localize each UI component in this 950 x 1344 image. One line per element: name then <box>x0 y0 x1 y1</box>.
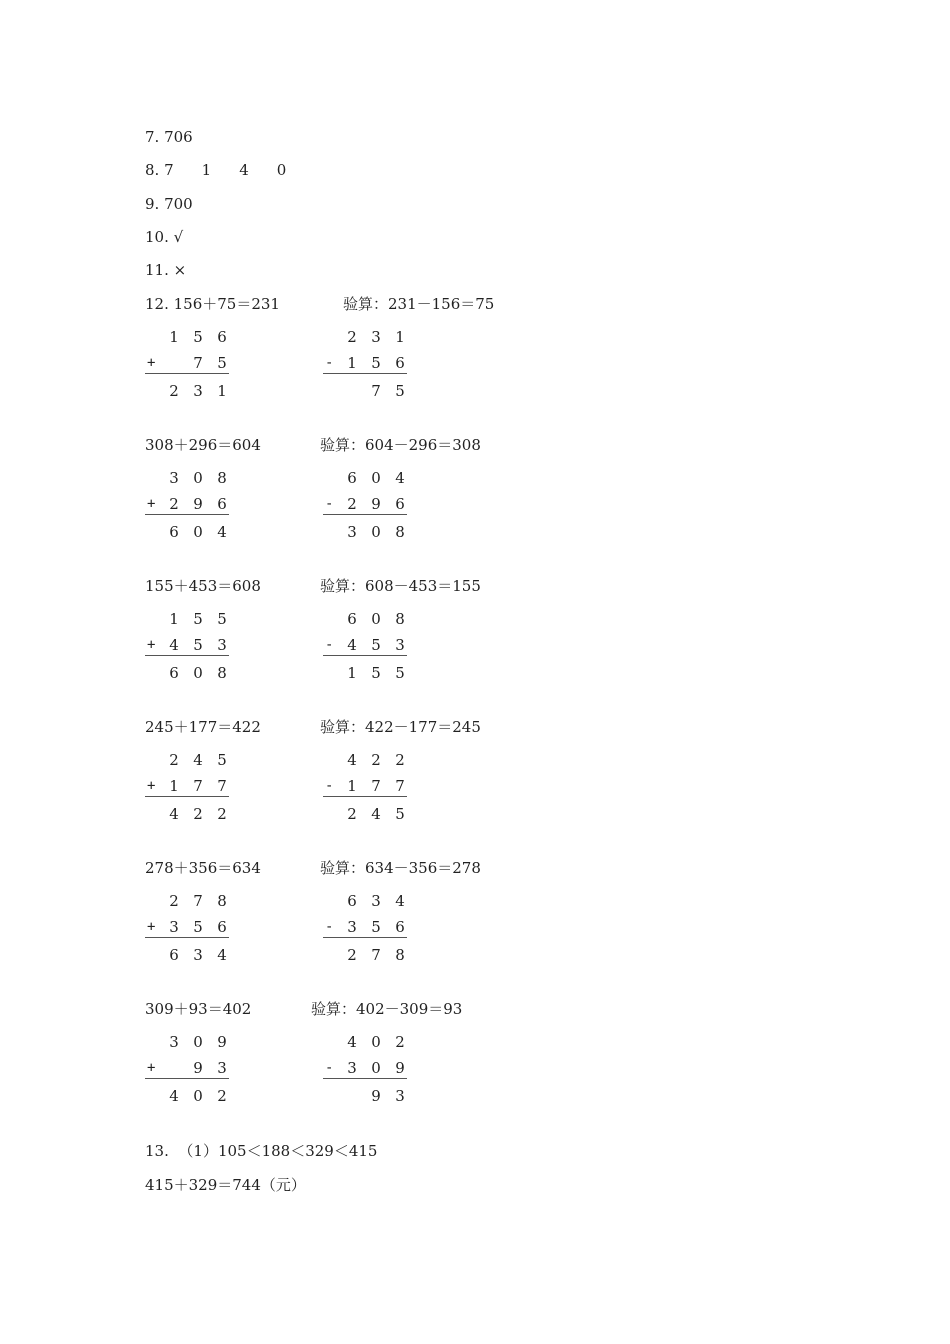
equation: 12. 156＋75＝231 <box>145 295 280 313</box>
operand-row <box>145 750 229 770</box>
digit: 1 <box>169 777 179 795</box>
digit: 3 <box>371 328 381 346</box>
digit: 9 <box>193 1059 203 1077</box>
digit: 5 <box>371 354 381 372</box>
digit: 5 <box>217 354 227 372</box>
operator-sign: - <box>325 496 334 512</box>
digit: 4 <box>347 636 357 654</box>
vertical-subtraction <box>323 888 407 978</box>
operand-row <box>145 1032 229 1052</box>
digit: 5 <box>371 636 381 654</box>
digit: 3 <box>169 1033 179 1051</box>
operand-row <box>145 327 229 347</box>
digit: 2 <box>169 382 179 400</box>
digit: 3 <box>347 918 357 936</box>
digit: 4 <box>347 751 357 769</box>
digit: 3 <box>395 1087 405 1105</box>
digit: 2 <box>347 946 357 964</box>
digit: 2 <box>217 1087 227 1105</box>
digit: 2 <box>193 805 203 823</box>
digit: 7 <box>217 777 227 795</box>
sum-line <box>145 937 229 938</box>
digit: 1 <box>395 328 405 346</box>
digit: 2 <box>217 805 227 823</box>
digit: 6 <box>347 892 357 910</box>
digit: 7 <box>371 382 381 400</box>
operand-row <box>323 1032 407 1052</box>
digit: 8 <box>217 664 227 682</box>
digit: 5 <box>193 636 203 654</box>
answer-13: 13. （1）105＜188＜329＜415 <box>145 1142 378 1160</box>
operand-row <box>145 1058 229 1078</box>
operator-sign: + <box>147 778 156 794</box>
digit: 0 <box>371 523 381 541</box>
result-row <box>323 381 407 401</box>
digit: 1 <box>347 777 357 795</box>
operand-row <box>323 917 407 937</box>
operator-sign: - <box>325 919 334 935</box>
operand-row <box>323 891 407 911</box>
digit: 4 <box>395 892 405 910</box>
digit: 1 <box>347 354 357 372</box>
digit: 7 <box>371 777 381 795</box>
digit: 4 <box>169 805 179 823</box>
check-equation: 验算：402－309＝93 <box>311 1000 463 1018</box>
digit: 6 <box>347 469 357 487</box>
check-equation: 验算：422－177＝245 <box>320 718 481 736</box>
digit: 1 <box>217 382 227 400</box>
sum-line <box>145 655 229 656</box>
operand-row <box>145 891 229 911</box>
digit: 5 <box>395 664 405 682</box>
digit: 6 <box>347 610 357 628</box>
digit: 5 <box>217 751 227 769</box>
equation: 245＋177＝422 <box>145 718 261 736</box>
sum-line <box>323 937 407 938</box>
digit: 3 <box>347 523 357 541</box>
vertical-subtraction <box>323 606 407 696</box>
digit: 9 <box>395 1059 405 1077</box>
result-row <box>145 1086 229 1106</box>
digit: 6 <box>217 918 227 936</box>
digit: 2 <box>395 1033 405 1051</box>
operand-row <box>323 635 407 655</box>
digit: 8 <box>395 946 405 964</box>
digit: 1 <box>347 664 357 682</box>
digit: 5 <box>193 610 203 628</box>
operand-row <box>323 750 407 770</box>
digit: 3 <box>347 1059 357 1077</box>
operand-row <box>323 468 407 488</box>
digit: 2 <box>169 495 179 513</box>
result-row <box>323 804 407 824</box>
answer-9: 9. 700 <box>145 195 193 213</box>
answer-8: 8. 7 1 4 0 <box>145 161 287 179</box>
result-row <box>323 1086 407 1106</box>
operand-row <box>323 327 407 347</box>
vertical-subtraction <box>323 324 407 414</box>
vertical-addition <box>145 747 229 837</box>
operand-row <box>323 353 407 373</box>
result-row <box>145 804 229 824</box>
result-row <box>145 945 229 965</box>
operand-row <box>323 494 407 514</box>
digit: 4 <box>217 523 227 541</box>
digit: 7 <box>395 777 405 795</box>
digit: 9 <box>217 1033 227 1051</box>
digit: 2 <box>169 751 179 769</box>
answer-13-line2: 415＋329＝744（元） <box>145 1176 306 1194</box>
operator-sign: - <box>325 778 334 794</box>
sum-line <box>145 373 229 374</box>
result-row <box>145 663 229 683</box>
operand-row <box>145 635 229 655</box>
operator-sign: + <box>147 919 156 935</box>
sum-line <box>323 796 407 797</box>
digit: 0 <box>193 469 203 487</box>
sum-line <box>323 655 407 656</box>
digit: 8 <box>395 523 405 541</box>
digit: 3 <box>193 382 203 400</box>
operator-sign: + <box>147 1060 156 1076</box>
digit: 0 <box>193 664 203 682</box>
digit: 6 <box>169 523 179 541</box>
digit: 5 <box>217 610 227 628</box>
digit: 5 <box>395 382 405 400</box>
digit: 6 <box>169 946 179 964</box>
operator-sign: - <box>325 1060 334 1076</box>
equation: 308＋296＝604 <box>145 436 261 454</box>
digit: 4 <box>169 1087 179 1105</box>
digit: 2 <box>169 892 179 910</box>
operator-sign: - <box>325 637 334 653</box>
digit: 9 <box>371 1087 381 1105</box>
digit: 3 <box>395 636 405 654</box>
digit: 1 <box>169 610 179 628</box>
sum-line <box>323 514 407 515</box>
digit: 2 <box>347 805 357 823</box>
sum-line <box>145 514 229 515</box>
digit: 3 <box>217 636 227 654</box>
equation: 278＋356＝634 <box>145 859 261 877</box>
operator-sign: - <box>325 355 334 371</box>
digit: 3 <box>371 892 381 910</box>
check-equation: 验算：608－453＝155 <box>320 577 481 595</box>
answer-11: 11. × <box>145 261 187 279</box>
vertical-subtraction <box>323 1029 407 1119</box>
operand-row <box>145 609 229 629</box>
digit: 7 <box>193 777 203 795</box>
digit: 3 <box>217 1059 227 1077</box>
digit: 9 <box>193 495 203 513</box>
digit: 2 <box>347 495 357 513</box>
digit: 6 <box>395 495 405 513</box>
digit: 5 <box>193 328 203 346</box>
digit: 9 <box>371 495 381 513</box>
digit: 4 <box>395 469 405 487</box>
vertical-subtraction <box>323 747 407 837</box>
vertical-addition <box>145 888 229 978</box>
digit: 7 <box>193 892 203 910</box>
operand-row <box>145 353 229 373</box>
digit: 2 <box>347 328 357 346</box>
digit: 5 <box>371 918 381 936</box>
operand-row <box>323 1058 407 1078</box>
digit: 0 <box>193 1033 203 1051</box>
digit: 6 <box>395 918 405 936</box>
digit: 8 <box>217 469 227 487</box>
digit: 4 <box>347 1033 357 1051</box>
result-row <box>323 663 407 683</box>
result-row <box>323 945 407 965</box>
digit: 5 <box>395 805 405 823</box>
digit: 3 <box>169 918 179 936</box>
operand-row <box>323 776 407 796</box>
operand-row <box>145 917 229 937</box>
digit: 6 <box>217 328 227 346</box>
digit: 8 <box>395 610 405 628</box>
sum-line <box>323 373 407 374</box>
digit: 0 <box>371 1033 381 1051</box>
vertical-addition <box>145 324 229 414</box>
equation: 309＋93＝402 <box>145 1000 252 1018</box>
digit: 6 <box>169 664 179 682</box>
check-equation: 验算：604－296＝308 <box>320 436 481 454</box>
digit: 4 <box>371 805 381 823</box>
answer-7: 7. 706 <box>145 128 193 146</box>
operand-row <box>323 609 407 629</box>
check-equation: 验算：231－156＝75 <box>343 295 495 313</box>
vertical-addition <box>145 465 229 555</box>
digit: 0 <box>193 1087 203 1105</box>
digit: 0 <box>371 1059 381 1077</box>
digit: 4 <box>217 946 227 964</box>
digit: 2 <box>395 751 405 769</box>
digit: 3 <box>169 469 179 487</box>
digit: 0 <box>193 523 203 541</box>
digit: 4 <box>193 751 203 769</box>
operator-sign: + <box>147 637 156 653</box>
digit: 4 <box>169 636 179 654</box>
operand-row <box>145 494 229 514</box>
operand-row <box>145 468 229 488</box>
result-row <box>323 522 407 542</box>
operand-row <box>145 776 229 796</box>
digit: 0 <box>371 469 381 487</box>
sum-line <box>323 1078 407 1079</box>
digit: 6 <box>395 354 405 372</box>
digit: 0 <box>371 610 381 628</box>
digit: 7 <box>193 354 203 372</box>
sum-line <box>145 796 229 797</box>
operator-sign: + <box>147 496 156 512</box>
vertical-addition <box>145 606 229 696</box>
check-equation: 验算：634－356＝278 <box>320 859 481 877</box>
result-row <box>145 381 229 401</box>
digit: 8 <box>217 892 227 910</box>
vertical-addition <box>145 1029 229 1119</box>
digit: 5 <box>193 918 203 936</box>
equation: 155＋453＝608 <box>145 577 261 595</box>
digit: 3 <box>193 946 203 964</box>
digit: 7 <box>371 946 381 964</box>
result-row <box>145 522 229 542</box>
vertical-subtraction <box>323 465 407 555</box>
digit: 6 <box>217 495 227 513</box>
digit: 1 <box>169 328 179 346</box>
sum-line <box>145 1078 229 1079</box>
digit: 2 <box>371 751 381 769</box>
answer-10: 10. √ <box>145 228 184 246</box>
operator-sign: + <box>147 355 156 371</box>
digit: 5 <box>371 664 381 682</box>
